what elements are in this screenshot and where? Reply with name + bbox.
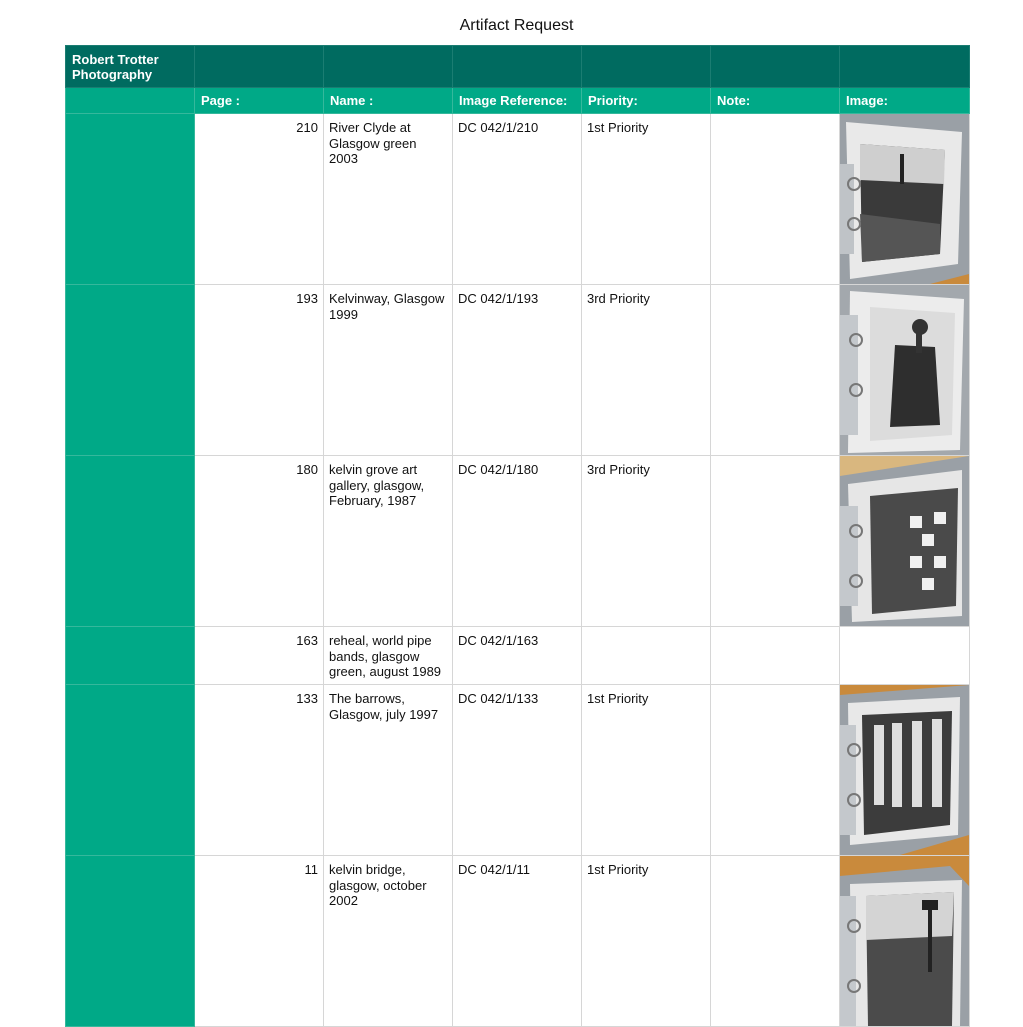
name-cell[interactable]: kelvin bridge, glasgow, october 2002 — [324, 856, 453, 1027]
reference-cell[interactable]: DC 042/1/163 — [453, 627, 582, 685]
header-cell-blank[interactable] — [66, 88, 195, 114]
image-cell[interactable] — [840, 627, 970, 685]
side-cell[interactable] — [66, 685, 195, 856]
page-title: Artifact Request — [459, 17, 574, 34]
header-image[interactable]: Image: — [840, 88, 970, 114]
corner-label[interactable]: Robert Trotter Photography — [66, 46, 195, 88]
reference-cell[interactable]: DC 042/1/210 — [453, 114, 582, 285]
photo-binder-bridge — [840, 856, 969, 1026]
image-cell[interactable] — [840, 456, 970, 627]
title-cell[interactable] — [840, 46, 970, 88]
header-row — [66, 88, 970, 114]
reference-cell[interactable]: DC 042/1/11 — [453, 856, 582, 1027]
title-cell[interactable] — [195, 46, 324, 88]
note-cell[interactable] — [711, 285, 840, 456]
table-row — [66, 114, 970, 285]
note-cell[interactable] — [711, 114, 840, 285]
name-cell[interactable]: The barrows, Glasgow, july 1997 — [324, 685, 453, 856]
header-note[interactable]: Note: — [711, 88, 840, 114]
side-cell[interactable] — [66, 856, 195, 1027]
image-cell[interactable] — [840, 114, 970, 285]
side-cell[interactable] — [66, 114, 195, 285]
reference-cell[interactable]: DC 042/1/180 — [453, 456, 582, 627]
note-cell[interactable] — [711, 627, 840, 685]
name-cell[interactable]: River Clyde at Glasgow green 2003 — [324, 114, 453, 285]
image-cell[interactable] — [840, 685, 970, 856]
priority-cell[interactable]: 1st Priority — [582, 856, 711, 1027]
priority-cell[interactable]: 1st Priority — [582, 114, 711, 285]
reference-cell[interactable]: DC 042/1/193 — [453, 285, 582, 456]
priority-cell[interactable] — [582, 627, 711, 685]
priority-cell[interactable]: 3rd Priority — [582, 285, 711, 456]
title-cell[interactable] — [324, 46, 453, 88]
header-image-reference[interactable]: Image Reference: — [453, 88, 582, 114]
title-cell[interactable] — [582, 46, 711, 88]
title-cell[interactable] — [711, 46, 840, 88]
side-cell[interactable] — [66, 627, 195, 685]
image-cell[interactable] — [840, 856, 970, 1027]
image-cell[interactable] — [840, 285, 970, 456]
table-row — [66, 685, 970, 856]
photo-binder-statue — [840, 285, 969, 455]
page-cell[interactable]: 180 — [195, 456, 324, 627]
table-row — [66, 456, 970, 627]
table-row — [66, 627, 970, 685]
header-name[interactable]: Name : — [324, 88, 453, 114]
name-cell[interactable]: reheal, world pipe bands, glasgow green, august 1989 — [324, 627, 453, 685]
table-row — [66, 856, 970, 1027]
header-page[interactable]: Page : — [195, 88, 324, 114]
artifact-table — [65, 45, 970, 1027]
note-cell[interactable] — [711, 456, 840, 627]
page-cell[interactable]: 11 — [195, 856, 324, 1027]
photo-binder-river-clyde — [840, 114, 969, 284]
priority-cell[interactable]: 3rd Priority — [582, 456, 711, 627]
name-cell[interactable]: Kelvinway, Glasgow 1999 — [324, 285, 453, 456]
reference-cell[interactable]: DC 042/1/133 — [453, 685, 582, 856]
table-row — [66, 285, 970, 456]
note-cell[interactable] — [711, 685, 840, 856]
name-cell[interactable]: kelvin grove art gallery, glasgow, February, 1987 — [324, 456, 453, 627]
side-cell[interactable] — [66, 285, 195, 456]
title-row — [66, 46, 970, 88]
side-cell[interactable] — [66, 456, 195, 627]
note-cell[interactable] — [711, 856, 840, 1027]
header-priority[interactable]: Priority: — [582, 88, 711, 114]
page-cell[interactable]: 193 — [195, 285, 324, 456]
page-cell[interactable]: 163 — [195, 627, 324, 685]
photo-binder-barrows — [840, 685, 969, 855]
priority-cell[interactable]: 1st Priority — [582, 685, 711, 856]
page-cell[interactable]: 133 — [195, 685, 324, 856]
title-cell[interactable] — [453, 46, 582, 88]
page-cell[interactable]: 210 — [195, 114, 324, 285]
photo-binder-gallery — [840, 456, 969, 626]
